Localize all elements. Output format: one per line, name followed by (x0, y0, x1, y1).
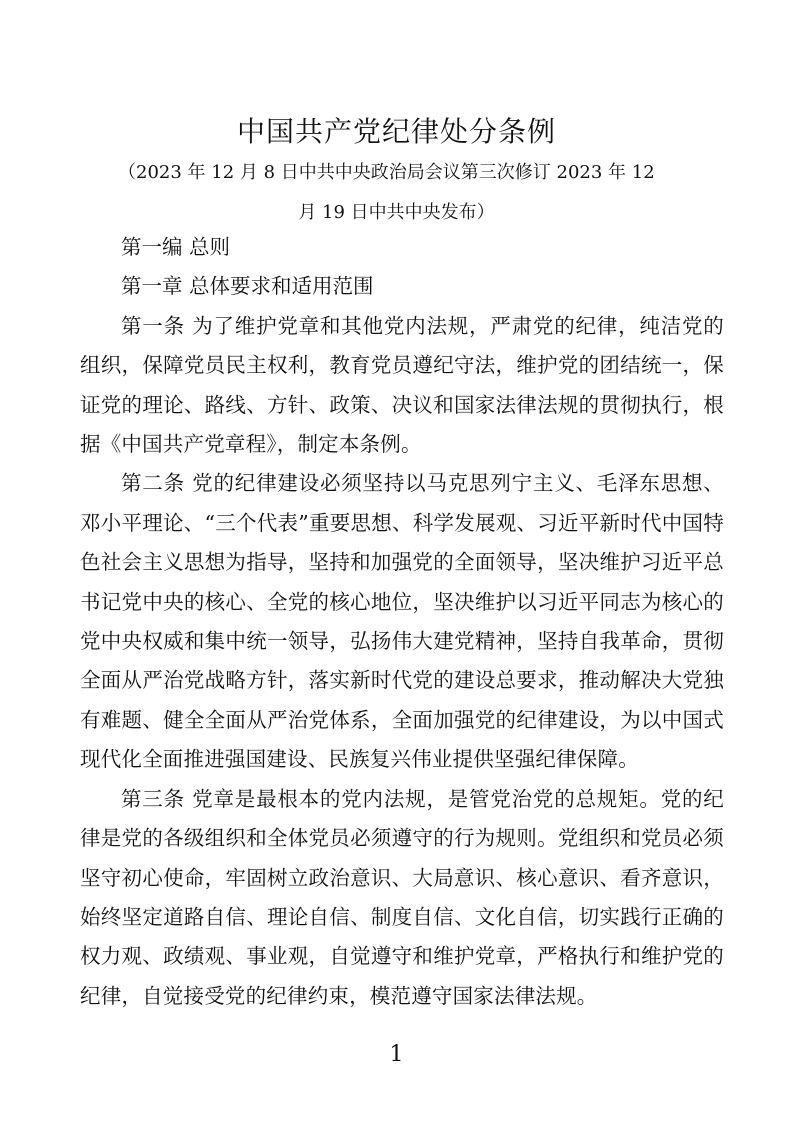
revision-note-line-2: 月 19 日中共中央发布） (298, 202, 495, 223)
article-3: 第三条 党章是最根本的党内法规，是管党治党的总规矩。党的纪律是党的各级组织和全体党员必须遵守的行为规则。党组织和党员必须坚守初心使命，牢固树立政治意识、大局意识、核心意识、看齐意识，始终坚定道路自信、理论自信、制度自信、文化自信，切实践行正确的权力观、政绩观、事业观，自觉遵守和维护党章，严格执行和维护党的纪律，自觉接受党的纪律约束，模范遵守国家法律法规。 (80, 786, 724, 1008)
page-number: 1 (389, 1042, 404, 1067)
article-1: 第一条 为了维护党章和其他党内法规，严肃党的纪律，纯洁党的组织，保障党员民主权利，教育党员遵纪守法，维护党的团结统一，保证党的理论、路线、方针、政策、决议和国家法律法规的贯彻执行，根据《中国共产党章程》，制定本条例。 (80, 313, 724, 457)
article-2: 第二条 党的纪律建设必须坚持以马克思列宁主义、毛泽东思想、邓小平理论、“三个代表”重要思想、科学发展观、习近平新时代中国特色社会主义思想为指导，坚持和加强党的全面领导，坚决维护习近平总书记党中央的核心、全党的核心地位，坚决维护以习近平同志为核心的党中央权威和集中统一领导，弘扬伟大建党精神，坚持自我革命，贯彻全面从严治党战略方针，落实新时代党的建设总要求，推动解决大党独有难题、健全全面从严治党体系，全面加强党的纪律建设，为以中国式现代化全面推进强国建设、民族复兴伟业提供坚强纪律保障。 (80, 471, 724, 772)
document-body (80, 228, 724, 1016)
chapter-heading: 第一章 总体要求和适用范围 (121, 274, 374, 299)
document-title: 中国共产党纪律处分条例 (236, 115, 556, 148)
part-heading: 第一编 总则 (121, 235, 231, 259)
revision-note-line-1: （2023 年 12 月 8 日中共中央政治局会议第三次修订 2023 年 12 (118, 162, 655, 183)
